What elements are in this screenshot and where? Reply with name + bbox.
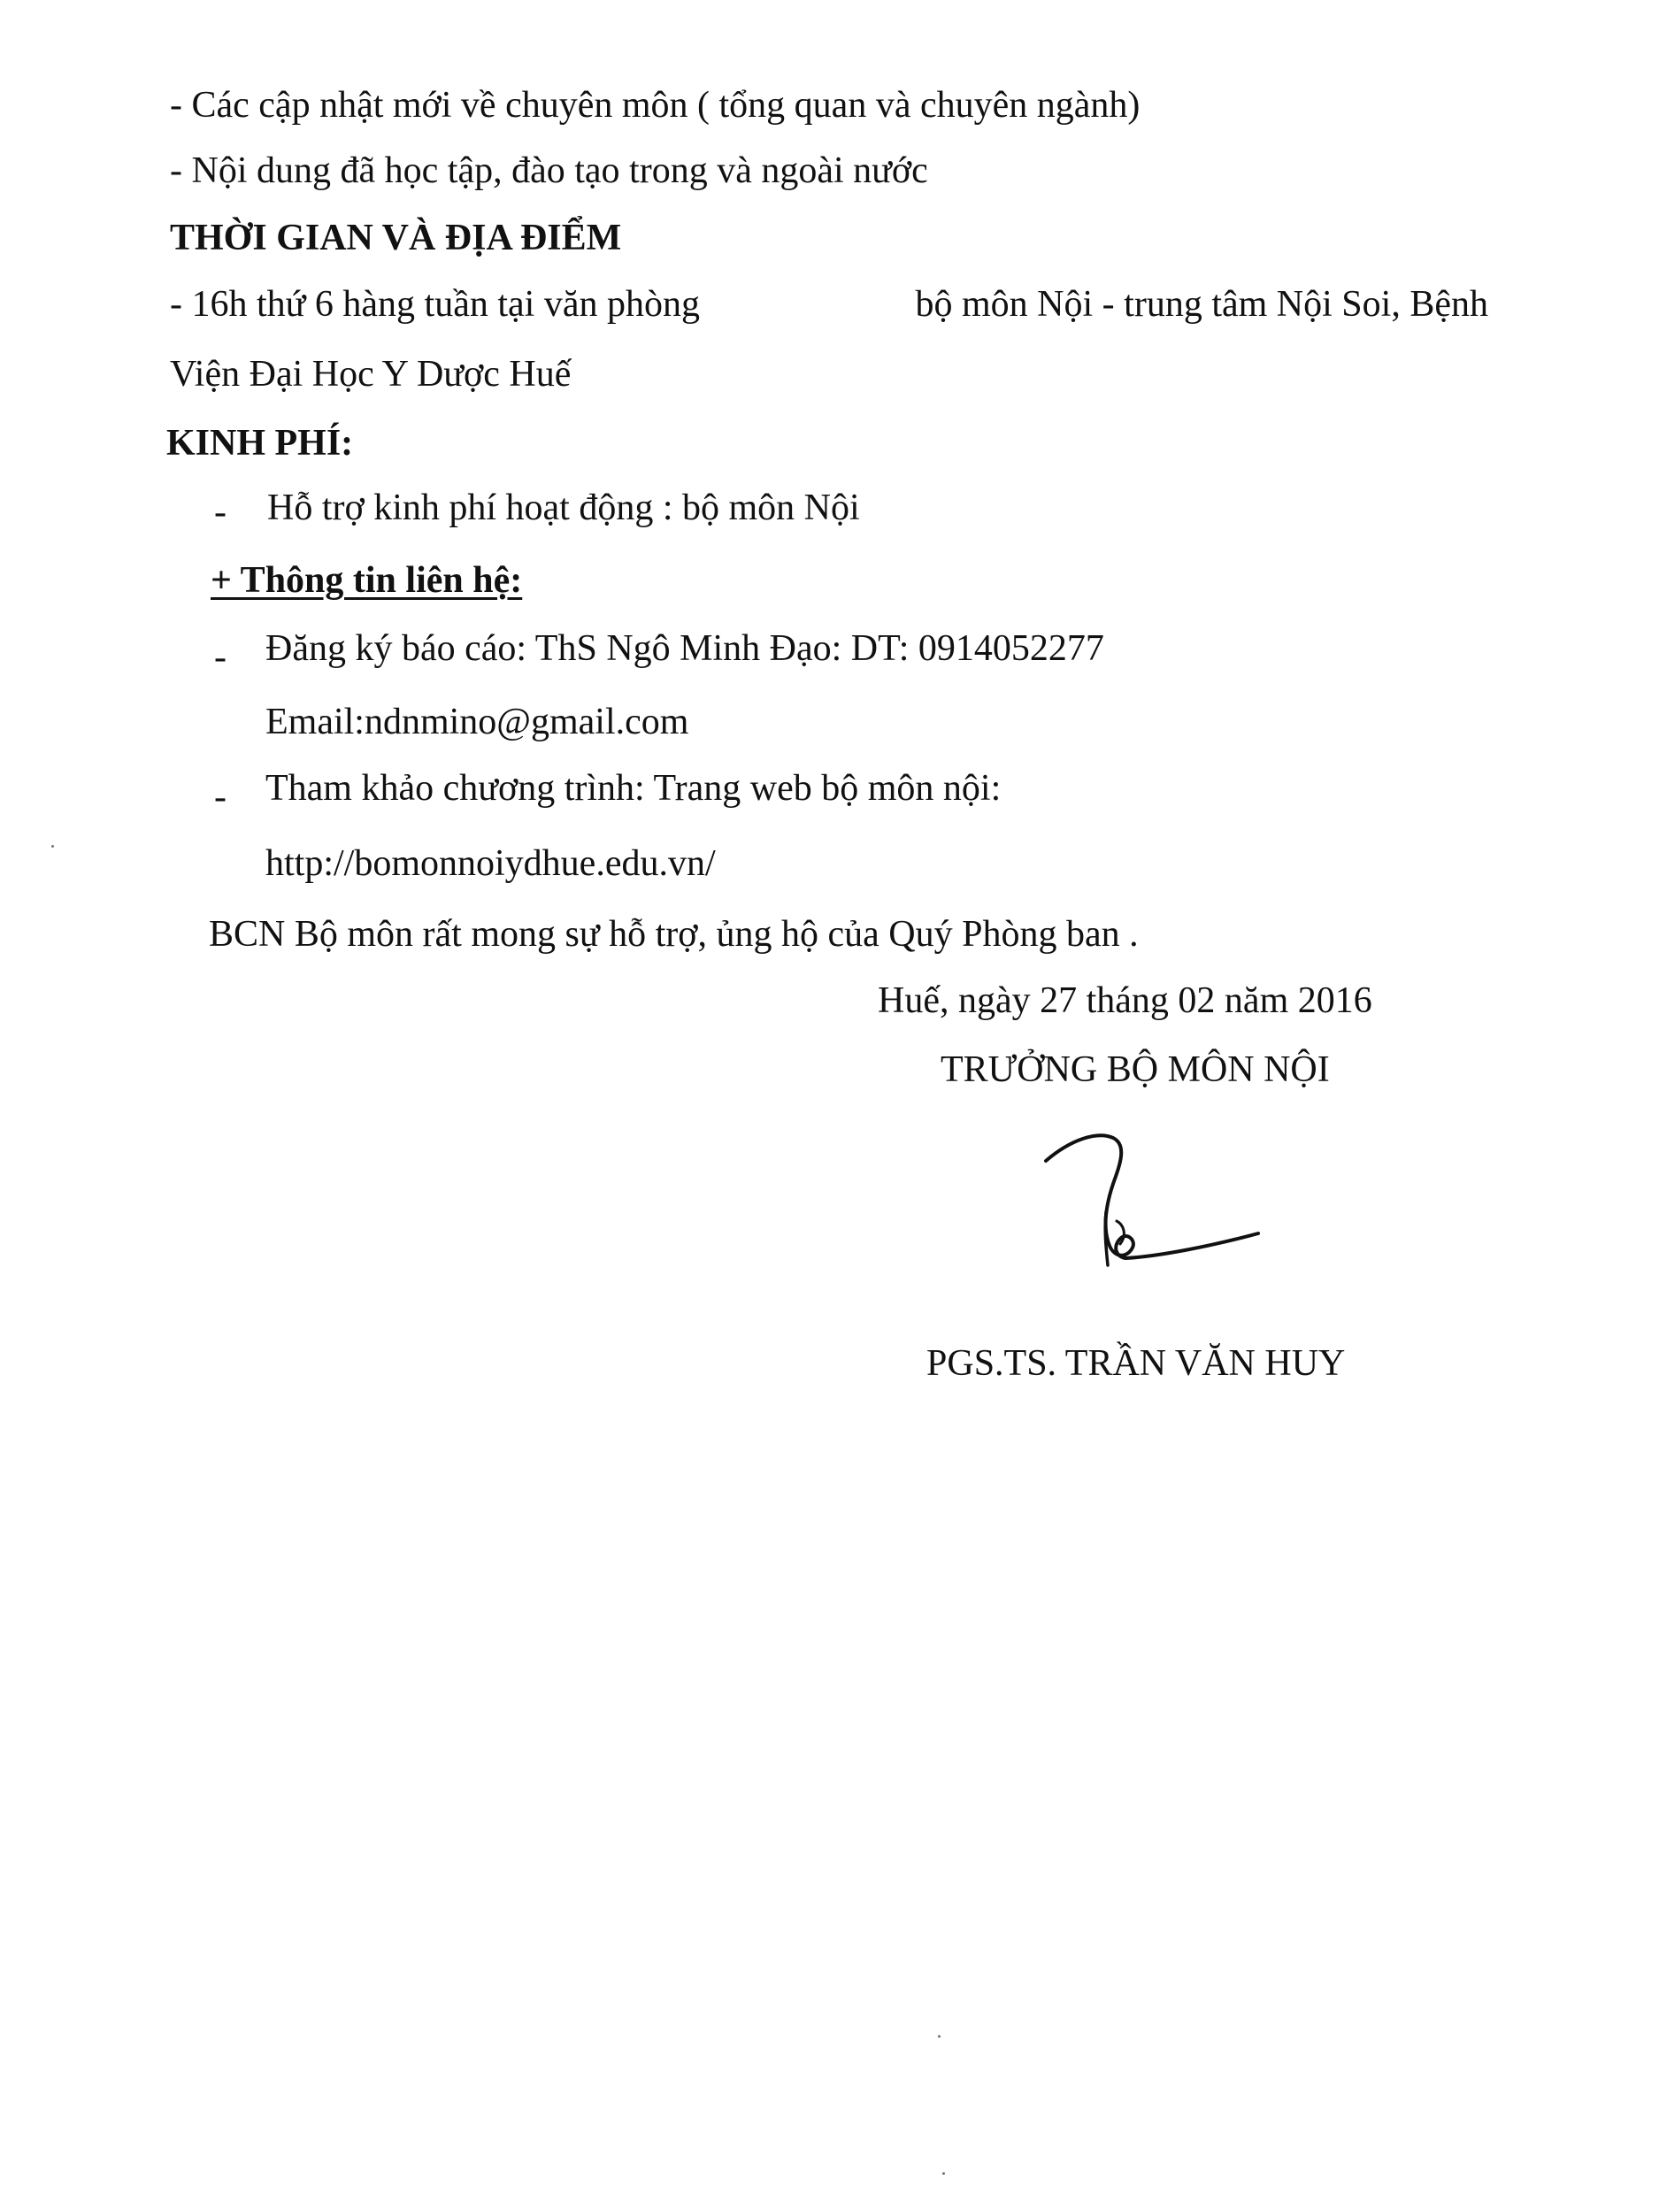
contact-register: Đăng ký báo cáo: ThS Ngô Minh Đạo: DT: 0914052277: [265, 628, 1104, 669]
bullet-updates: - Các cập nhật mới về chuyên môn ( tổng quan và chuyên ngành): [170, 85, 1141, 126]
funding-item: Hỗ trợ kinh phí hoạt động : bộ môn Nội: [267, 488, 860, 528]
contact-heading: + Thông tin liên hệ:: [211, 560, 523, 601]
closing-line: BCN Bộ môn rất mong sự hỗ trợ, ủng hộ của Quý Phòng ban .: [209, 914, 1139, 955]
bullet-training: - Nội dung đã học tập, đào tạo trong và ngoài nước: [170, 150, 928, 191]
scan-speck: [938, 2035, 941, 2038]
scan-speck: [942, 2172, 945, 2175]
signer-name: PGS.TS. TRẦN VĂN HUY: [926, 1343, 1346, 1384]
contact-dash-2: -: [214, 777, 227, 818]
funding-dash: -: [214, 492, 227, 533]
scan-speck: [51, 845, 54, 848]
contact-url: http://bomonnoiydhue.edu.vn/: [265, 843, 716, 884]
handwritten-signature: [1035, 1124, 1265, 1301]
signer-title: TRƯỞNG BỘ MÔN NỘI: [941, 1049, 1330, 1090]
contact-email: Email:ndnmino@gmail.com: [265, 702, 689, 742]
date-line: Huế, ngày 27 tháng 02 năm 2016: [878, 980, 1372, 1021]
time-place-line-1: [170, 286, 1488, 323]
time-place-line-1-start: - 16h thứ 6 hàng tuần tại văn phòng: [170, 284, 700, 325]
contact-program: Tham khảo chương trình: Trang web bộ môn nội:: [265, 768, 1002, 809]
time-place-heading: THỜI GIAN VÀ ĐỊA ĐIỂM: [170, 218, 622, 258]
time-place-line-1-end: bộ môn Nội - trung tâm Nội Soi, Bệnh: [915, 284, 1488, 325]
time-place-line-2: Viện Đại Học Y Dược Huế: [170, 354, 572, 395]
funding-heading: KINH PHÍ:: [166, 423, 354, 464]
contact-dash-1: -: [214, 637, 227, 678]
